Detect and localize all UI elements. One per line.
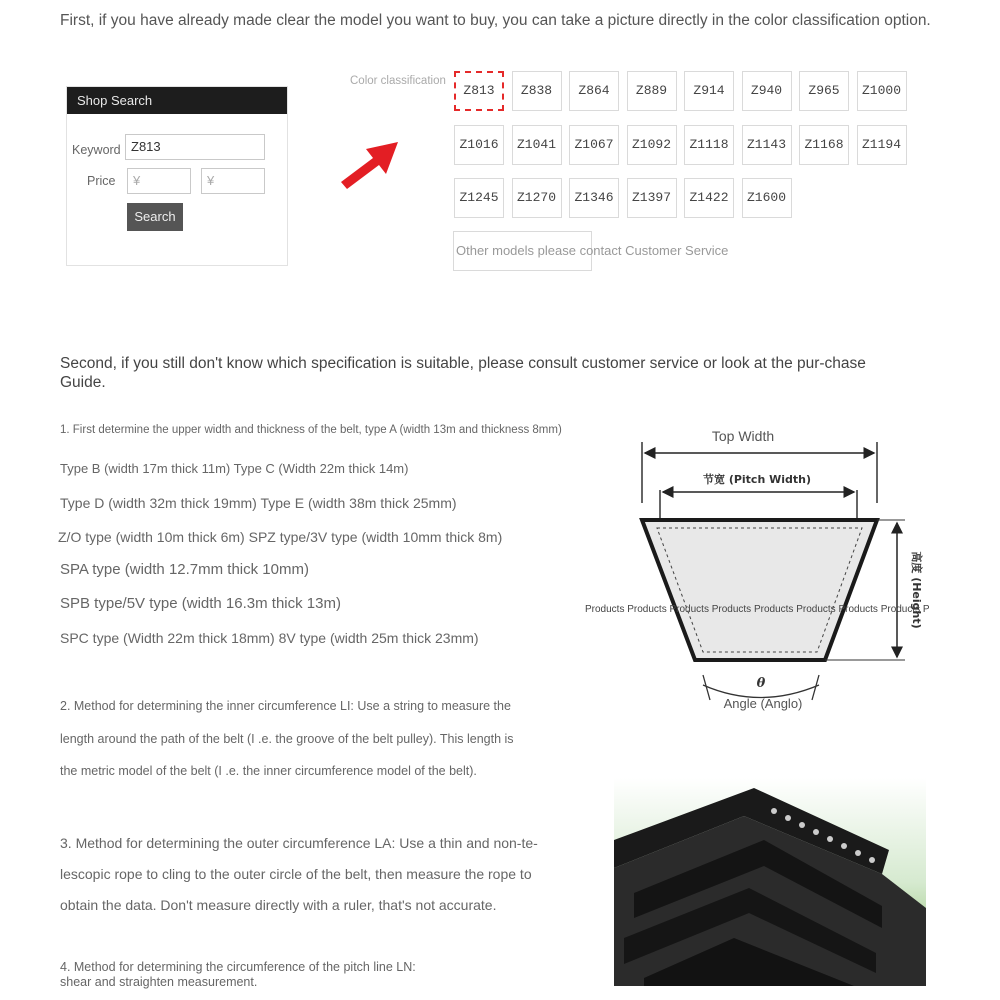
color-option-z1041[interactable]: Z1041 (512, 125, 562, 165)
step-1-type-spb: SPB type/5V type (width 16.3m thick 13m) (60, 595, 341, 612)
step-2-line-2: length around the path of the belt (I .e. the groove of the belt pulley). This length is (60, 732, 514, 746)
keyword-input[interactable]: Z813 (125, 134, 265, 160)
step-3-line-1: 3. Method for determining the outer circumference LA: Use a thin and non-te- (60, 835, 538, 851)
price-label: Price (87, 174, 116, 188)
color-option-z1245[interactable]: Z1245 (454, 178, 504, 218)
step-3-line-2: lescopic rope to cling to the outer circle of the belt, then measure the rope to (60, 866, 532, 882)
pitch-width-label: 节宽 (Pitch Width) (702, 473, 812, 486)
shop-search-panel (66, 86, 288, 266)
step-1-type-spa: SPA type (width 12.7mm thick 10mm) (60, 561, 309, 578)
color-option-z914[interactable]: Z914 (684, 71, 734, 111)
color-option-z940[interactable]: Z940 (742, 71, 792, 111)
belt-cross-section-diagram (585, 420, 975, 720)
angle-label: Angle (Anglo) (723, 696, 803, 711)
step-3-line-3: obtain the data. Don't measure directly with a ruler, that's not accurate. (60, 897, 497, 913)
step-2-line-3: the metric model of the belt (I .e. the inner circumference model of the belt). (60, 764, 477, 778)
keyword-label: Keyword (72, 143, 121, 157)
color-option-z1600[interactable]: Z1600 (742, 178, 792, 218)
theta-label: θ (756, 676, 766, 691)
watermark-text: Products Products Products Products Products Products Products Products P (585, 604, 930, 615)
belt-profile-shape (642, 520, 877, 660)
color-option-z1143[interactable]: Z1143 (742, 125, 792, 165)
color-option-z1168[interactable]: Z1168 (799, 125, 849, 165)
top-width-label: Top Width (711, 428, 775, 444)
color-option-z1397[interactable]: Z1397 (627, 178, 677, 218)
search-button[interactable]: Search (127, 203, 183, 231)
step-1-types-b-c: Type B (width 17m thick 11m) Type C (Width 22m thick 14m) (60, 461, 409, 476)
step-1-type-spc: SPC type (Width 22m thick 18mm) 8V type (width 25m thick 23mm) (60, 630, 479, 646)
step-2-line-1: 2. Method for determining the inner circumference LI: Use a string to measure the (60, 699, 511, 713)
intro-text: First, if you have already made clear the model you want to buy, you can take a picture directly in the color classification option. (60, 12, 931, 29)
color-option-z1067[interactable]: Z1067 (569, 125, 619, 165)
arrow-icon (335, 132, 407, 194)
price-min-input[interactable]: ¥ (127, 168, 191, 194)
color-option-z889[interactable]: Z889 (627, 71, 677, 111)
second-heading: Second, if you still don't know which specification is suitable, please consult customer service or look at the pur-chase Guide. (60, 355, 866, 391)
step-1-types-zo-spz: Z/O type (width 10m thick 6m) SPZ type/3V type (width 10mm thick 8m) (58, 529, 503, 545)
color-option-z838[interactable]: Z838 (512, 71, 562, 111)
color-option-z813[interactable]: Z813 (454, 71, 504, 111)
color-option-z1194[interactable]: Z1194 (857, 125, 907, 165)
color-option-z1118[interactable]: Z1118 (684, 125, 734, 165)
color-option-z965[interactable]: Z965 (799, 71, 849, 111)
step-4-line-1: 4. Method for determining the circumference of the pitch line LN: (60, 960, 416, 974)
shop-search-title: Shop Search (67, 87, 287, 114)
price-max-input[interactable]: ¥ (201, 168, 265, 194)
step-4-line-2: shear and straighten measurement. (60, 975, 258, 989)
belt-photo (614, 778, 926, 986)
height-label: 高度 (Height) (910, 551, 923, 629)
color-option-z1000[interactable]: Z1000 (857, 71, 907, 111)
step-1-text: 1. First determine the upper width and thickness of the belt, type A (width 13m and thickness 8mm) (60, 424, 562, 436)
other-models-text: Other models please contact Customer Service (456, 243, 729, 258)
color-option-z1346[interactable]: Z1346 (569, 178, 619, 218)
color-classification-label: Color classification (350, 75, 446, 87)
color-option-z1092[interactable]: Z1092 (627, 125, 677, 165)
color-option-z1422[interactable]: Z1422 (684, 178, 734, 218)
color-option-z864[interactable]: Z864 (569, 71, 619, 111)
color-option-z1270[interactable]: Z1270 (512, 178, 562, 218)
color-option-z1016[interactable]: Z1016 (454, 125, 504, 165)
step-1-types-d-e: Type D (width 32m thick 19mm) Type E (width 38m thick 25mm) (60, 495, 457, 511)
